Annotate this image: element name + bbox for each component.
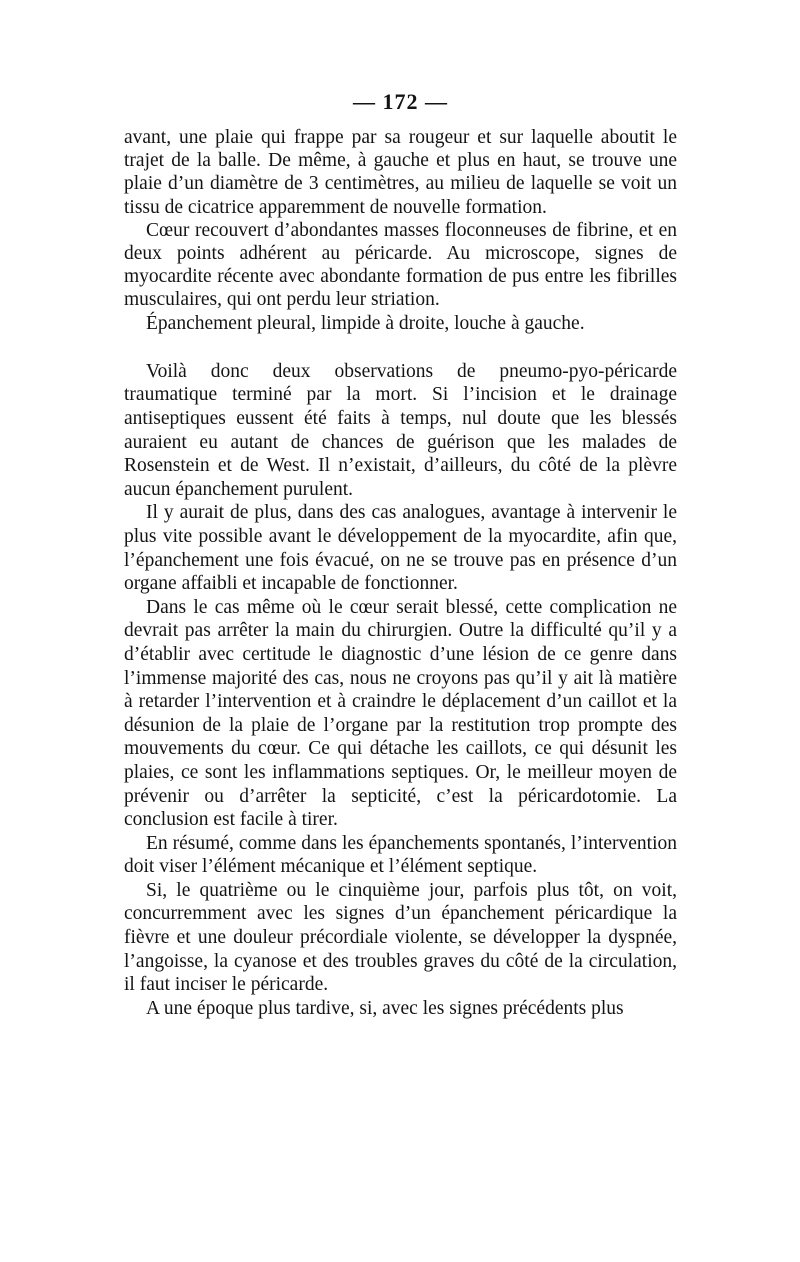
paragraph: Cœur recouvert d’abondantes masses floconneuses de fibrine, et en deux points adhérent au péricarde. Au microscope, signes de myocardite récente avec abondante formation de pus entre les fibrilles musculaires, qui ont perdu leur striation. [124, 219, 677, 311]
paragraph: Épanchement pleural, limpide à droite, louche à gauche. [146, 312, 585, 334]
autopsy-findings [124, 126, 677, 335]
paragraph: Dans le cas même où le cœur serait blessé, cette complication ne devrait pas arrêter la main du chirurgien. Outre la difficulté qu’il y a d’établir avec certitude le diagnostic d’une lésion de ce genre dans l’immense majorité des cas, nous ne croyons pas qu’il y ait là matière à retarder l’intervention et à craindre le déplacement d’un caillot et la désunion de la plaie de l’organe par la restitution trop prompte des mouvements du cœur. Ce qui détache les caillots, ce qui désunit les plaies, ce sont les inflammations septiques. Or, le meilleur moyen de prévenir ou d’arrêter la septicité, c’est la péricardotomie. La conclusion est facile à tirer. [124, 596, 677, 831]
book-page [124, 86, 677, 1020]
paragraph: Il y aurait de plus, dans des cas analogues, avantage à intervenir le plus vite possible avant le développement de la myocardite, afin que, l’épanchement une fois évacué, on ne se trouve pas en présence d’un organe affaibli et incapable de fonctionner. [124, 502, 677, 595]
discussion-section [124, 360, 677, 1021]
paragraph: Si, le quatrième ou le cinquième jour, parfois plus tôt, on voit, concurremment avec les signes d’un épanchement péricardique la fièvre et une douleur précordiale violente, se développer la dyspnée, l’angoisse, la cyanose et des troubles graves du côté de la circulation, il faut inciser le péricarde. [124, 879, 677, 996]
paragraph: avant, une plaie qui frappe par sa rougeur et sur laquelle aboutit le trajet de la balle. De même, à gauche et plus en haut, se trouve une plaie d’un diamètre de 3 centimètres, au milieu de laquelle se voit un tissu de cicatrice apparemment de nouvelle formation. [124, 127, 677, 218]
paragraph: A une époque plus tardive, si, avec les signes précédents plus [146, 997, 624, 1019]
page-number: — 172 — [353, 89, 448, 114]
paragraph: Voilà donc deux observations de pneumo-pyo-péricarde traumatique terminé par la mort. Si l’incision et le drainage antiseptiques eussent été faits à temps, nul doute que les blessés auraient eu autant de chances de guérison que les malades de Rosenstein et de West. Il n’existait, d’ailleurs, du côté de la plèvre aucun épanchement purulent. [124, 360, 677, 500]
paragraph: En résumé, comme dans les épanchements spontanés, l’intervention doit viser l’élément mécanique et l’élément septique. [124, 832, 677, 878]
